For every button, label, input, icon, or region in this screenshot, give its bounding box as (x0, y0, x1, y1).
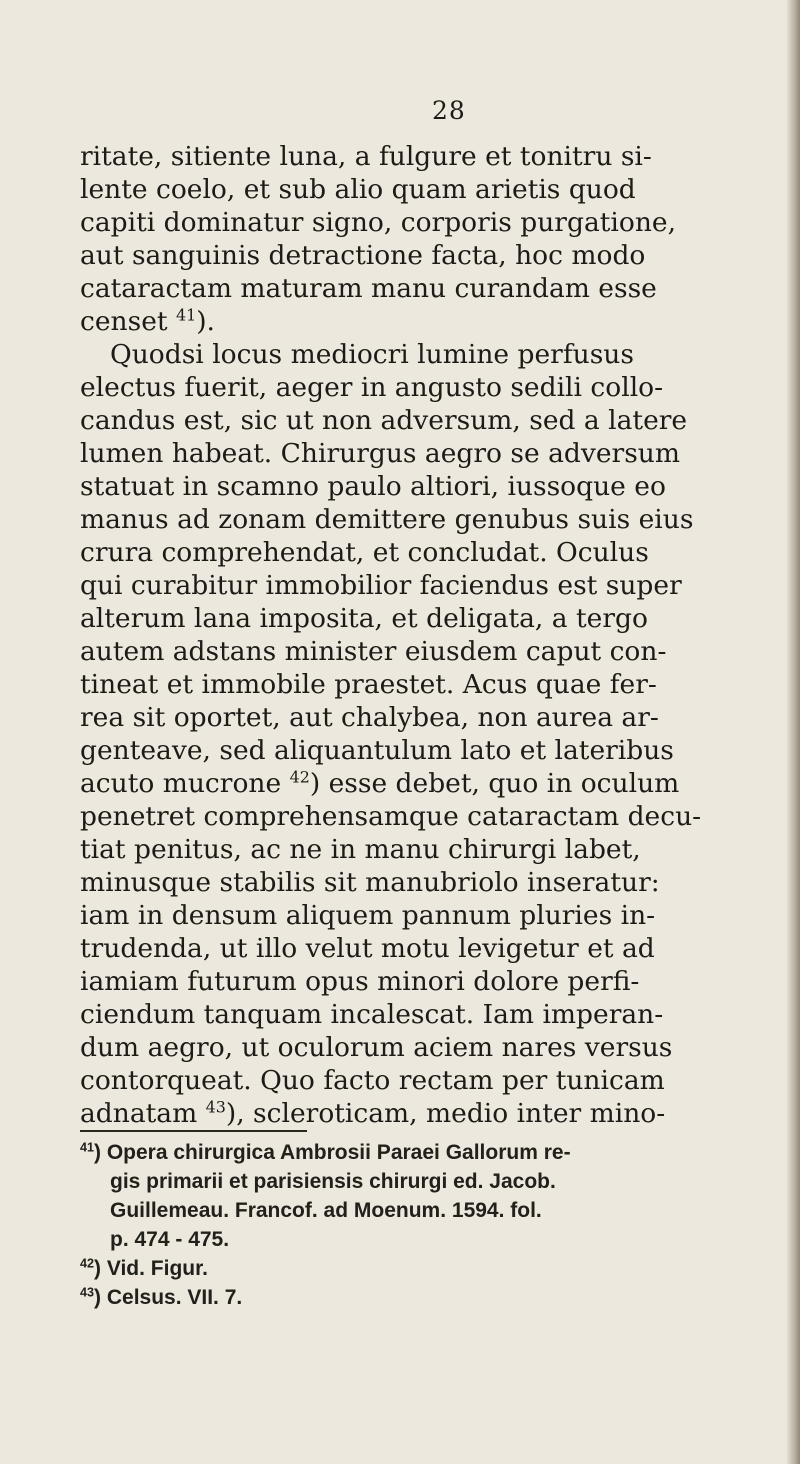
text-line: rea sit oportet, aut chalybea, non aurea ar- (80, 702, 659, 733)
text-line: ciendum tanquam incalescat. Iam imperan- (80, 999, 664, 1030)
text-line: acuto mucrone $^{42}$) esse debet, quo in oculum (80, 767, 680, 799)
text-line: dum aegro, ut oculorum aciem nares versus (80, 1032, 673, 1063)
text-line: iamiam futurum opus minori dolore perfi- (80, 966, 640, 997)
text-line: contorqueat. Quo facto rectam per tunicam (80, 1065, 665, 1096)
text-line: penetret comprehensamque cataractam decu- (80, 801, 702, 832)
text-line: lumen habeat. Chirurgus aegro se adversum (80, 438, 681, 469)
text-line: lente coelo, et sub alio quam arietis quod (80, 174, 636, 205)
text-line: minusque stabilis sit manubriolo inseratur: (80, 867, 660, 898)
page-number: 28 (432, 96, 466, 125)
text-line: crura comprehendat, et concludat. Oculus (80, 537, 649, 568)
footnote-ref: 42 (289, 767, 310, 787)
text-line: genteave, sed aliquantulum lato et lateribus (80, 735, 674, 766)
text-line: trudenda, ut illo velut motu levigetur et ad (80, 933, 655, 964)
text-line: tiat penitus, ac ne in manu chirurgi labet, (80, 834, 641, 865)
text-line: iam in densum aliquem pannum pluries in- (80, 900, 656, 931)
text-line: candus est, sic ut non adversum, sed a latere (80, 405, 688, 436)
footnote-line: Guillemeau. Francof. ad Moenum. 1594. fol. (110, 1199, 542, 1222)
footnote: $^{42}$) Vid. Figur. (80, 1256, 208, 1280)
text-line: cataractam maturam manu curandam esse (80, 273, 657, 304)
footnote-rule (80, 1130, 307, 1132)
text-line: autem adstans minister eiusdem caput con- (80, 636, 667, 667)
footnote: $^{43}$) Celsus. VII. 7. (80, 1285, 243, 1309)
text-line: electus fuerit, aeger in angusto sedili collo- (80, 372, 664, 403)
text-line: ritate, sitiente luna, a fulgure et tonitru si- (80, 141, 652, 172)
text-line: adnatam $^{43}$), scleroticam, medio inter mino- (80, 1097, 666, 1129)
text-line: Quodsi locus mediocri lumine perfusus (110, 339, 634, 370)
text-line: capiti dominatur signo, corporis purgatione, (80, 207, 676, 238)
text-line: statuat in scamno paulo altiori, iussoque eo (80, 471, 666, 502)
footnote-line: p. 474 - 475. (110, 1228, 230, 1251)
text-line: manus ad zonam demittere genubus suis eius (80, 504, 694, 535)
text-line: aut sanguinis detractione facta, hoc modo (80, 240, 646, 271)
text-line: qui curabitur immobilior faciendus est super (80, 570, 682, 601)
footnote: $^{41}$) Opera chirurgica Ambrosii Paraei Gallorum re- (80, 1140, 571, 1164)
text-line: censet $^{41}$). (80, 305, 215, 337)
text-line: tineat et immobile praestet. Acus quae fer- (80, 669, 657, 700)
footnote-ref: 41 (175, 305, 197, 325)
footnote-line: gis primarii et parisiensis chirurgi ed. Jacob. (110, 1170, 556, 1193)
text-line: alterum lana imposita, et deligata, a tergo (80, 603, 648, 634)
footnote-ref: 43 (205, 1097, 226, 1117)
page-edge (786, 0, 800, 1464)
